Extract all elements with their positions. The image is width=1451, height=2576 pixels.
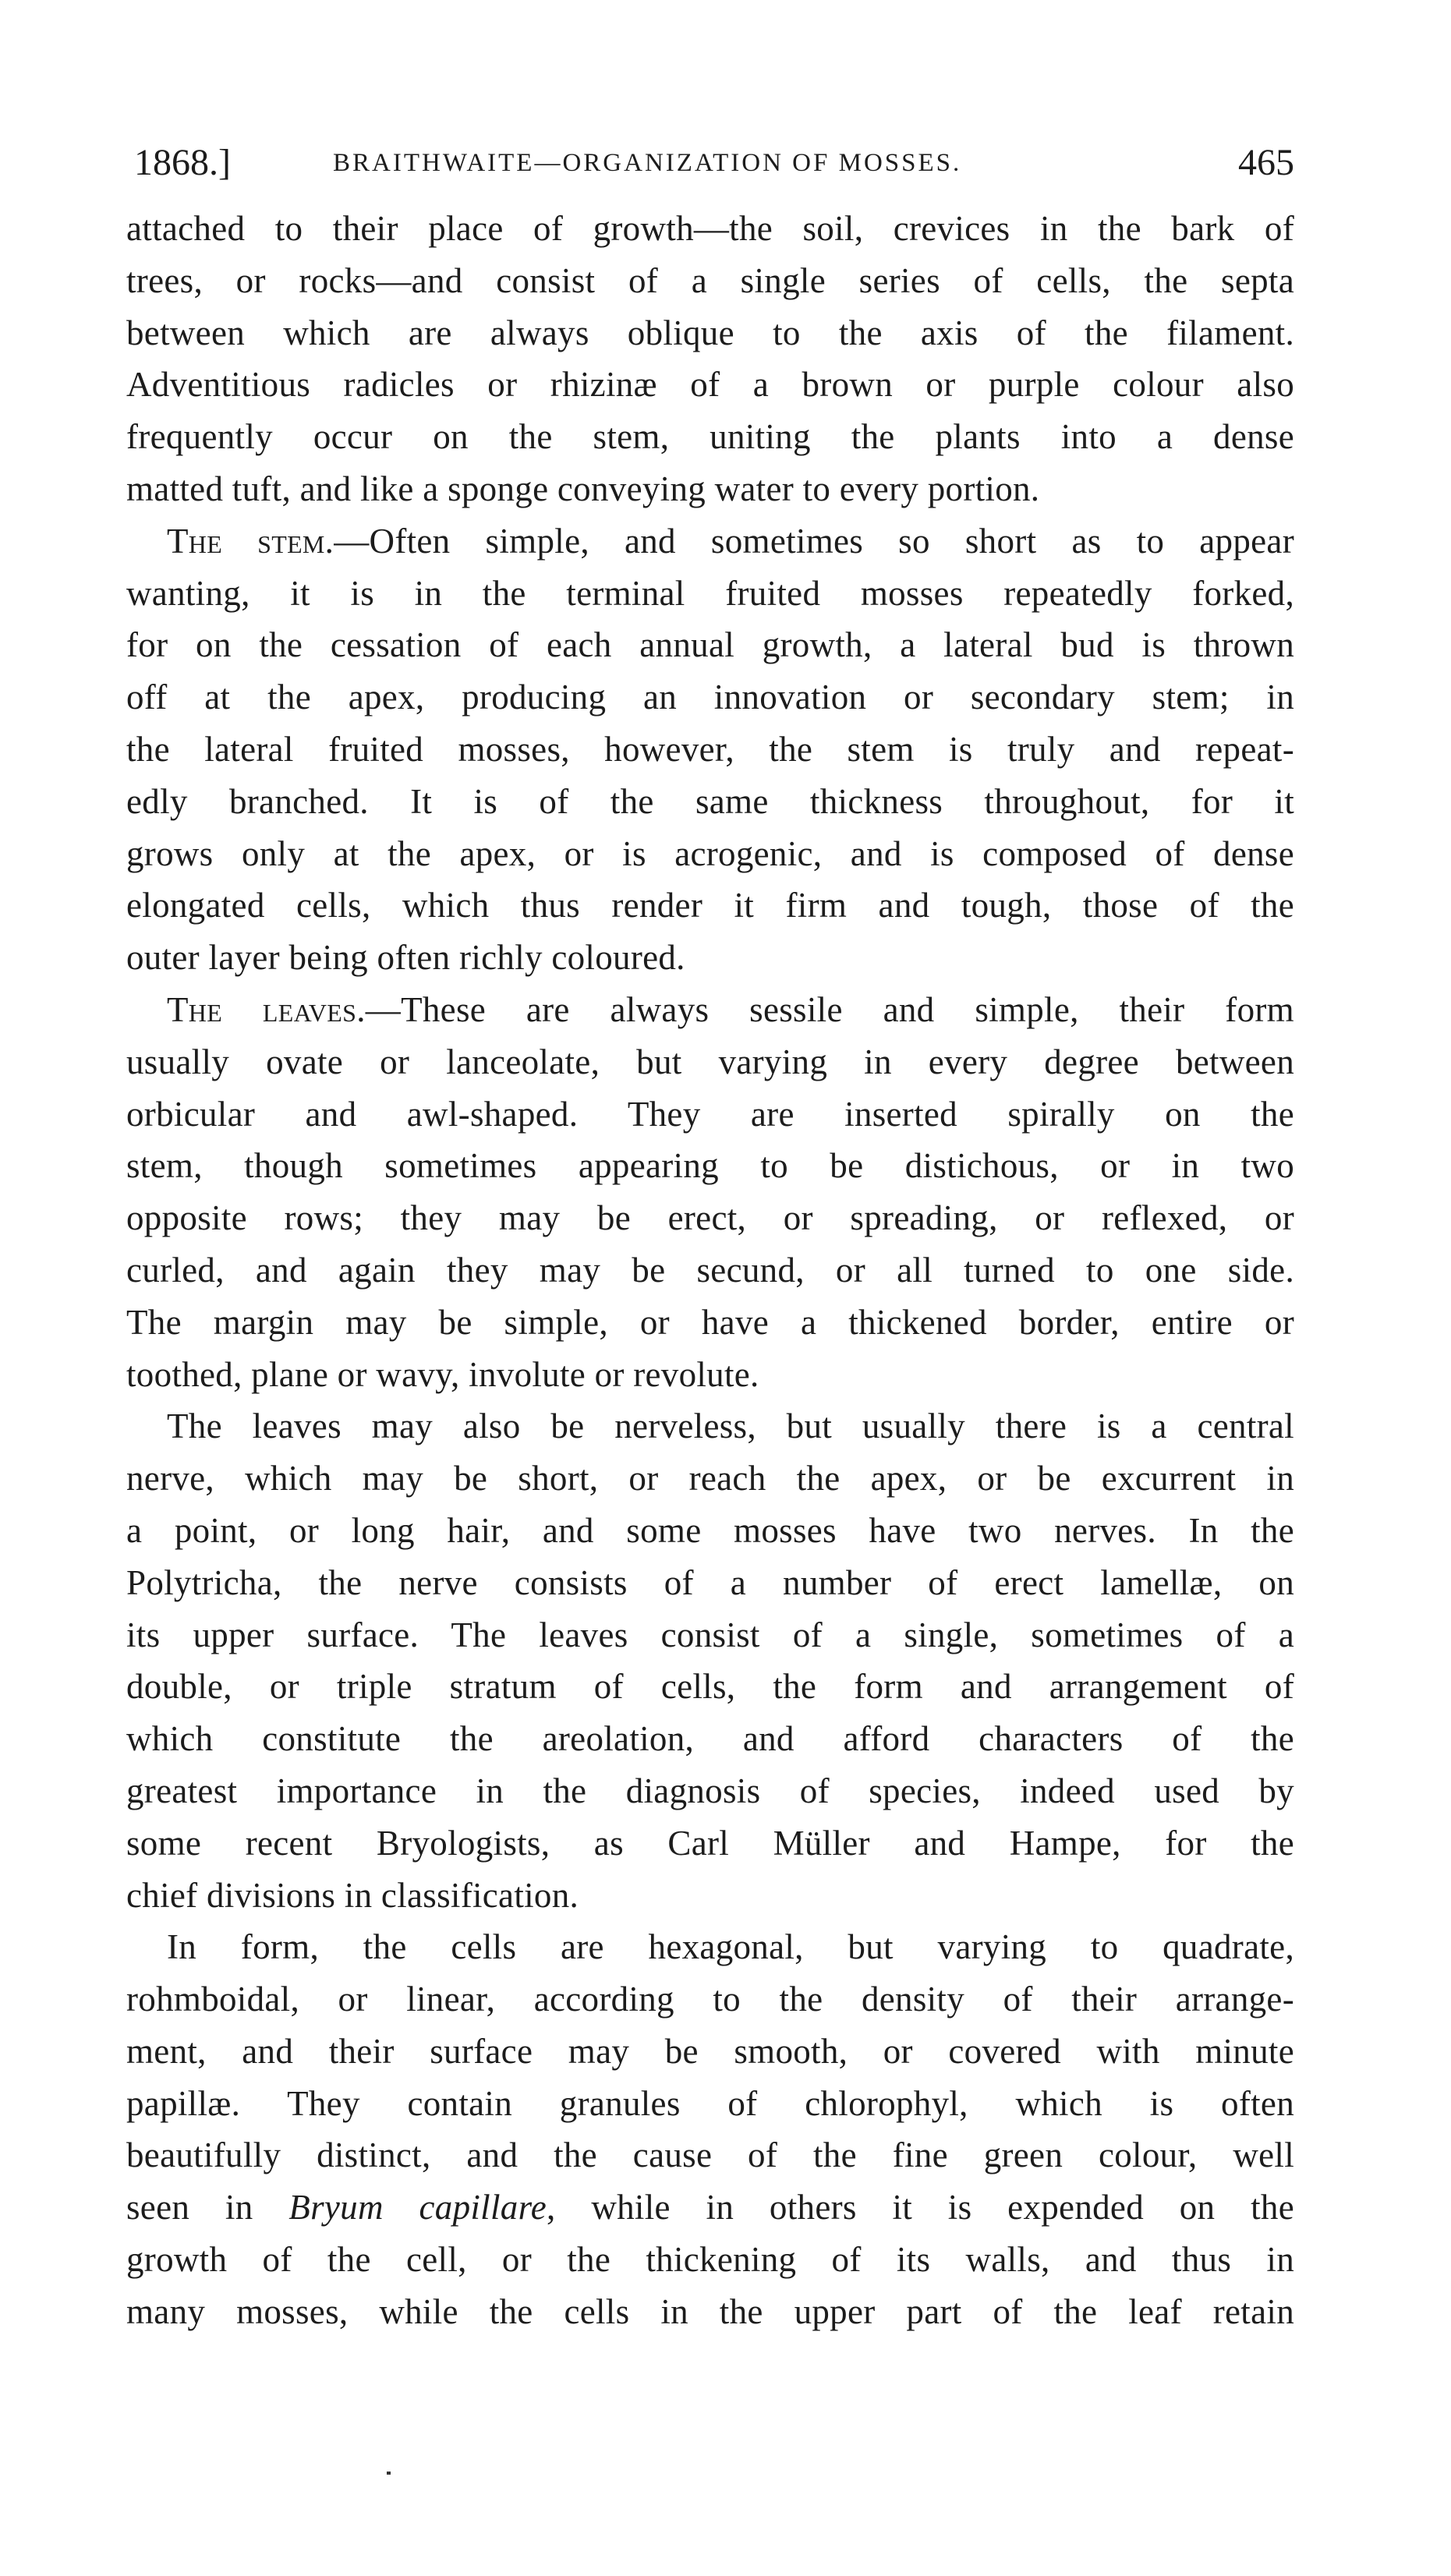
text-line: Adventitious radicles or rhizinæ of a brown or purple colour also: [126, 365, 1294, 405]
text-line: usually ovate or lanceolate, but varying in every degree between: [126, 1042, 1294, 1081]
text-line-stem-heading: [126, 515, 1294, 568]
text-line: the lateral fruited mosses, however, the stem is truly and repeat-: [126, 729, 1294, 769]
section-heading-leaves: The leaves.: [167, 989, 366, 1029]
text-line-bryum: [126, 2181, 1294, 2234]
text-line: trees, or rocks—and consist of a single series of cells, the septa: [126, 260, 1294, 300]
section-heading-stem: The stem.: [167, 521, 334, 561]
text-line: toothed, plane or wavy, involute or revolute.: [126, 1354, 759, 1394]
text-line: outer layer being often richly coloured.: [126, 938, 685, 978]
text-line: wanting, it is in the terminal fruited mosses repeatedly forked,: [126, 573, 1294, 613]
text-line: opposite rows; they may be erect, or spreading, or reflexed, or: [126, 1198, 1294, 1238]
text-line: frequently occur on the stem, uniting the plants into a dense: [126, 417, 1294, 457]
text-line: curled, and again they may be secund, or all turned to one side.: [126, 1250, 1294, 1290]
text-line: orbicular and awl-shaped. They are inserted spirally on the: [126, 1094, 1294, 1134]
text-span: —Often simple, and sometimes so short as to appear: [334, 521, 1294, 561]
text-line: In form, the cells are hexagonal, but varying to quadrate,: [167, 1927, 1294, 1967]
text-line: off at the apex, producing an innovation or secondary stem; in: [126, 678, 1294, 717]
text-line: elongated cells, which thus render it firm and tough, those of the: [126, 886, 1294, 925]
text-span: seen in: [126, 2188, 289, 2227]
text-line: The leaves may also be nerveless, but usually there is a central: [167, 1407, 1294, 1446]
text-line: matted tuft, and like a sponge conveying water to every portion.: [126, 469, 1040, 508]
text-line: papillæ. They contain granules of chlorophyl, which is often: [126, 2083, 1294, 2123]
text-line: grows only at the apex, or is acrogenic, and is composed of dense: [126, 833, 1294, 873]
text-line: attached to their place of growth—the soil, crevices in the bark of: [126, 209, 1294, 248]
running-head: [126, 133, 1294, 193]
text-line: ment, and their surface may be smooth, or covered with minute: [126, 2031, 1294, 2071]
text-line: its upper surface. The leaves consist of a single, sometimes of a: [126, 1615, 1294, 1654]
running-head-year: 1868.]: [134, 142, 231, 183]
text-line: growth of the cell, or the thickening of its walls, and thus in: [126, 2240, 1294, 2280]
text-line: many mosses, while the cells in the upper part of the leaf retain: [126, 2291, 1294, 2331]
text-line: stem, though sometimes appearing to be distichous, or in two: [126, 1146, 1294, 1186]
text-line: chief divisions in classification.: [126, 1875, 579, 1915]
text-line: rohmboidal, or linear, according to the density of their arrange-: [126, 1980, 1294, 2019]
text-line: double, or triple stratum of cells, the form and arrangement of: [126, 1667, 1294, 1707]
ink-speck: [387, 2472, 391, 2475]
text-line: a point, or long hair, and some mosses have two nerves. In the: [126, 1510, 1294, 1550]
page-number: 465: [1238, 142, 1294, 183]
text-line: beautifully distinct, and the cause of the fine green colour, well: [126, 2135, 1294, 2175]
book-page: [126, 133, 1294, 2338]
text-span: —These are always sessile and simple, their form: [365, 989, 1294, 1029]
text-line: nerve, which may be short, or reach the apex, or be excurrent in: [126, 1459, 1294, 1499]
text-line: for on the cessation of each annual growth, a lateral bud is thrown: [126, 625, 1294, 665]
text-span: , while in others it is expended on the: [547, 2188, 1294, 2227]
text-line: greatest importance in the diagnosis of species, indeed used by: [126, 1771, 1294, 1810]
text-line: some recent Bryologists, as Carl Müller and Hampe, for the: [126, 1823, 1294, 1863]
body-text: [126, 203, 1294, 2338]
species-name: Bryum capillare: [288, 2188, 547, 2227]
text-line: between which are always oblique to the axis of the filament.: [126, 313, 1294, 352]
text-line: Polytricha, the nerve consists of a number of erect lamellæ, on: [126, 1562, 1294, 1602]
text-line-leaves-heading: [126, 984, 1294, 1036]
running-head-title: BRAITHWAITE—ORGANIZATION OF MOSSES.: [333, 149, 962, 177]
text-line: which constitute the areolation, and afford characters of the: [126, 1719, 1294, 1759]
text-line: edly branched. It is of the same thickness throughout, for it: [126, 781, 1294, 821]
text-line: The margin may be simple, or have a thickened border, entire or: [126, 1302, 1294, 1342]
